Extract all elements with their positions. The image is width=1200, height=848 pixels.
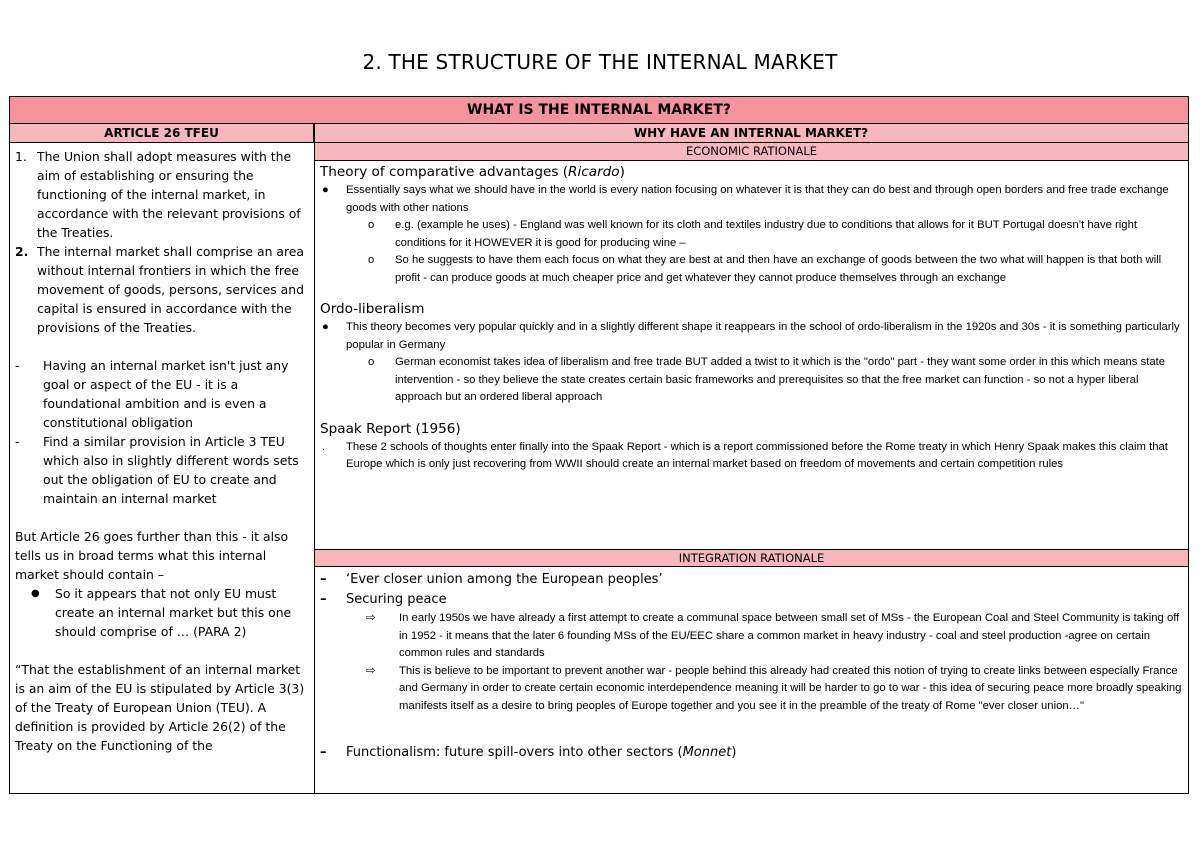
dash-marker: - [15, 434, 20, 449]
list-text: These 2 schools of thoughts enter finally into the Spaak Report - which is a report commissioned before the Rome treaty in which Henry Spaak makes this claim that Europe which is only just recovering from WWII should create an internal market based on freedom of movements and certain competition rules [346, 440, 1168, 470]
bullet-icon: ● [31, 588, 40, 599]
list-item [320, 570, 1182, 590]
dash-marker: – [320, 745, 327, 760]
dash-marker: – [320, 592, 327, 607]
circle-bullet-icon: o [368, 254, 375, 266]
paragraph: But Article 26 goes further than this - it also tells us in broad terms what this internal market should contain – [15, 529, 289, 582]
list-text: Securing peace [346, 592, 447, 607]
list-text: The Union shall adopt measures with the aim of establishing or ensuring the functioning of the internal market, in accordance with the relevant provisions of the Treaties. [37, 149, 301, 240]
list-item [15, 584, 311, 641]
internal-market-table [9, 96, 1189, 794]
list-text: This is believe to be important to prevent another war - people behind this already had created this notion of trying to create links between especially France and Germany in order to create certain economic interdependence meaning it will be harder to go to war - this idea of securing peace more broadly speaking manifests itself as a desire to bring peoples of Europe together and you see it in the preamble of the treaty of Rome "ever closer union…" [399, 664, 1182, 712]
list-text: So it appears that not only EU must create an internal market but this one should comprise of … (PARA 2) [55, 586, 292, 639]
list-item [15, 432, 311, 508]
right-column-header: WHY HAVE AN INTERNAL MARKET? [314, 124, 1188, 143]
list-item [15, 356, 311, 432]
integration-rationale-content [320, 570, 1182, 763]
list-item [320, 743, 1182, 763]
article-26-content [15, 147, 311, 755]
section-heading: Theory of comparative advantages (Ricardo) [320, 164, 625, 180]
list-item [320, 217, 1182, 252]
list-text: Essentially says what we should have in the world is every nation focusing on whatever it is that they can do best and through open borders and free trade exchange goods with other nations [346, 184, 1169, 214]
list-item [320, 319, 1182, 354]
circle-bullet-icon: o [368, 219, 375, 231]
arrow-icon: ⇨ [366, 612, 376, 624]
column-divider [314, 124, 315, 793]
bullet-icon: ● [322, 184, 329, 196]
dot-marker: . [322, 440, 326, 453]
left-column-header: ARTICLE 26 TFEU [10, 124, 314, 143]
economic-rationale-content [320, 163, 1182, 474]
list-item [320, 439, 1182, 474]
list-item [15, 147, 311, 242]
dash-marker: - [15, 358, 20, 373]
quote-paragraph: “That the establishment of an internal market is an aim of the EU is stipulated by Article 3(3) of the Treaty of European Union (TEU). A definition is provided by Article 26(2) of the Treaty on the Functioning of the [15, 662, 305, 753]
list-number: 2. [15, 244, 29, 259]
list-text: The internal market shall comprise an area without internal frontiers in which the free movement of goods, persons, services and capital is ensured in accordance with the provisions of the Treaties. [37, 244, 304, 335]
list-item [320, 252, 1182, 287]
list-text: Having an internal market isn't just any goal or aspect of the EU - it is a foundational ambition and is even a constitutional obligation [43, 358, 289, 430]
section-heading: Spaak Report (1956) [320, 420, 461, 437]
list-text: Functionalism: future spill-overs into other sectors (Monnet) [346, 745, 737, 760]
economic-rationale-label: ECONOMIC RATIONALE [315, 143, 1188, 161]
list-text: So he suggests to have them each focus on what they are best at and then have an exchange of goods between the two what will happen is that both will profit - can produce goods at much cheaper price and get whatever they cannot produce themselves through an exchange [395, 254, 1162, 284]
list-text: Find a similar provision in Article 3 TEU which also in slightly different words sets out the obligation of EU to create and maintain an internal market [43, 434, 299, 506]
circle-bullet-icon: o [368, 356, 375, 368]
bullet-icon: ● [322, 321, 329, 333]
list-text: ‘Ever closer union among the European peoples’ [346, 572, 663, 587]
list-item [320, 354, 1182, 407]
list-text: This theory becomes very popular quickly and in a slightly different shape it reappears in the school of ordo-liberalism in the 1920s and 30s - it is something particularly popular in Germany [346, 321, 1180, 351]
list-text: In early 1950s we have already a first attempt to create a communal space between small set of MSs - the European Coal and Steel Community is taking off in 1952 - it means that the later 6 founding MSs of the EU/EEC share a common market in heavy industry - coal and steel production -agree on certain common rules and standards [399, 612, 1180, 659]
section-heading: Ordo-liberalism [320, 301, 425, 317]
list-item [320, 663, 1182, 716]
integration-rationale-label: INTEGRATION RATIONALE [315, 549, 1188, 567]
list-item [15, 242, 311, 337]
table-header: WHAT IS THE INTERNAL MARKET? [10, 97, 1188, 124]
page-title: 2. THE STRUCTURE OF THE INTERNAL MARKET [362, 50, 838, 74]
list-item [320, 182, 1182, 217]
arrow-icon: ⇨ [366, 664, 376, 677]
list-text: German economist takes idea of liberalism and free trade BUT added a twist to it which is the "ordo" part - they want some order in this which means state intervention - so they believe the state creates certain basic frameworks and prerequisites so that the free market can function - so not a hyper liberal approach but an ordered liberal approach [395, 356, 1166, 403]
list-item [320, 590, 1182, 610]
list-item [320, 610, 1182, 663]
list-text: e.g. (example he uses) - England was well known for its cloth and textiles industry due to conditions that allows for it BUT Portugal doesn’t have right conditions for it HOWEVER it is good for producing wine – [395, 219, 1138, 249]
dash-marker: – [320, 572, 327, 587]
list-number: 1. [15, 149, 27, 164]
